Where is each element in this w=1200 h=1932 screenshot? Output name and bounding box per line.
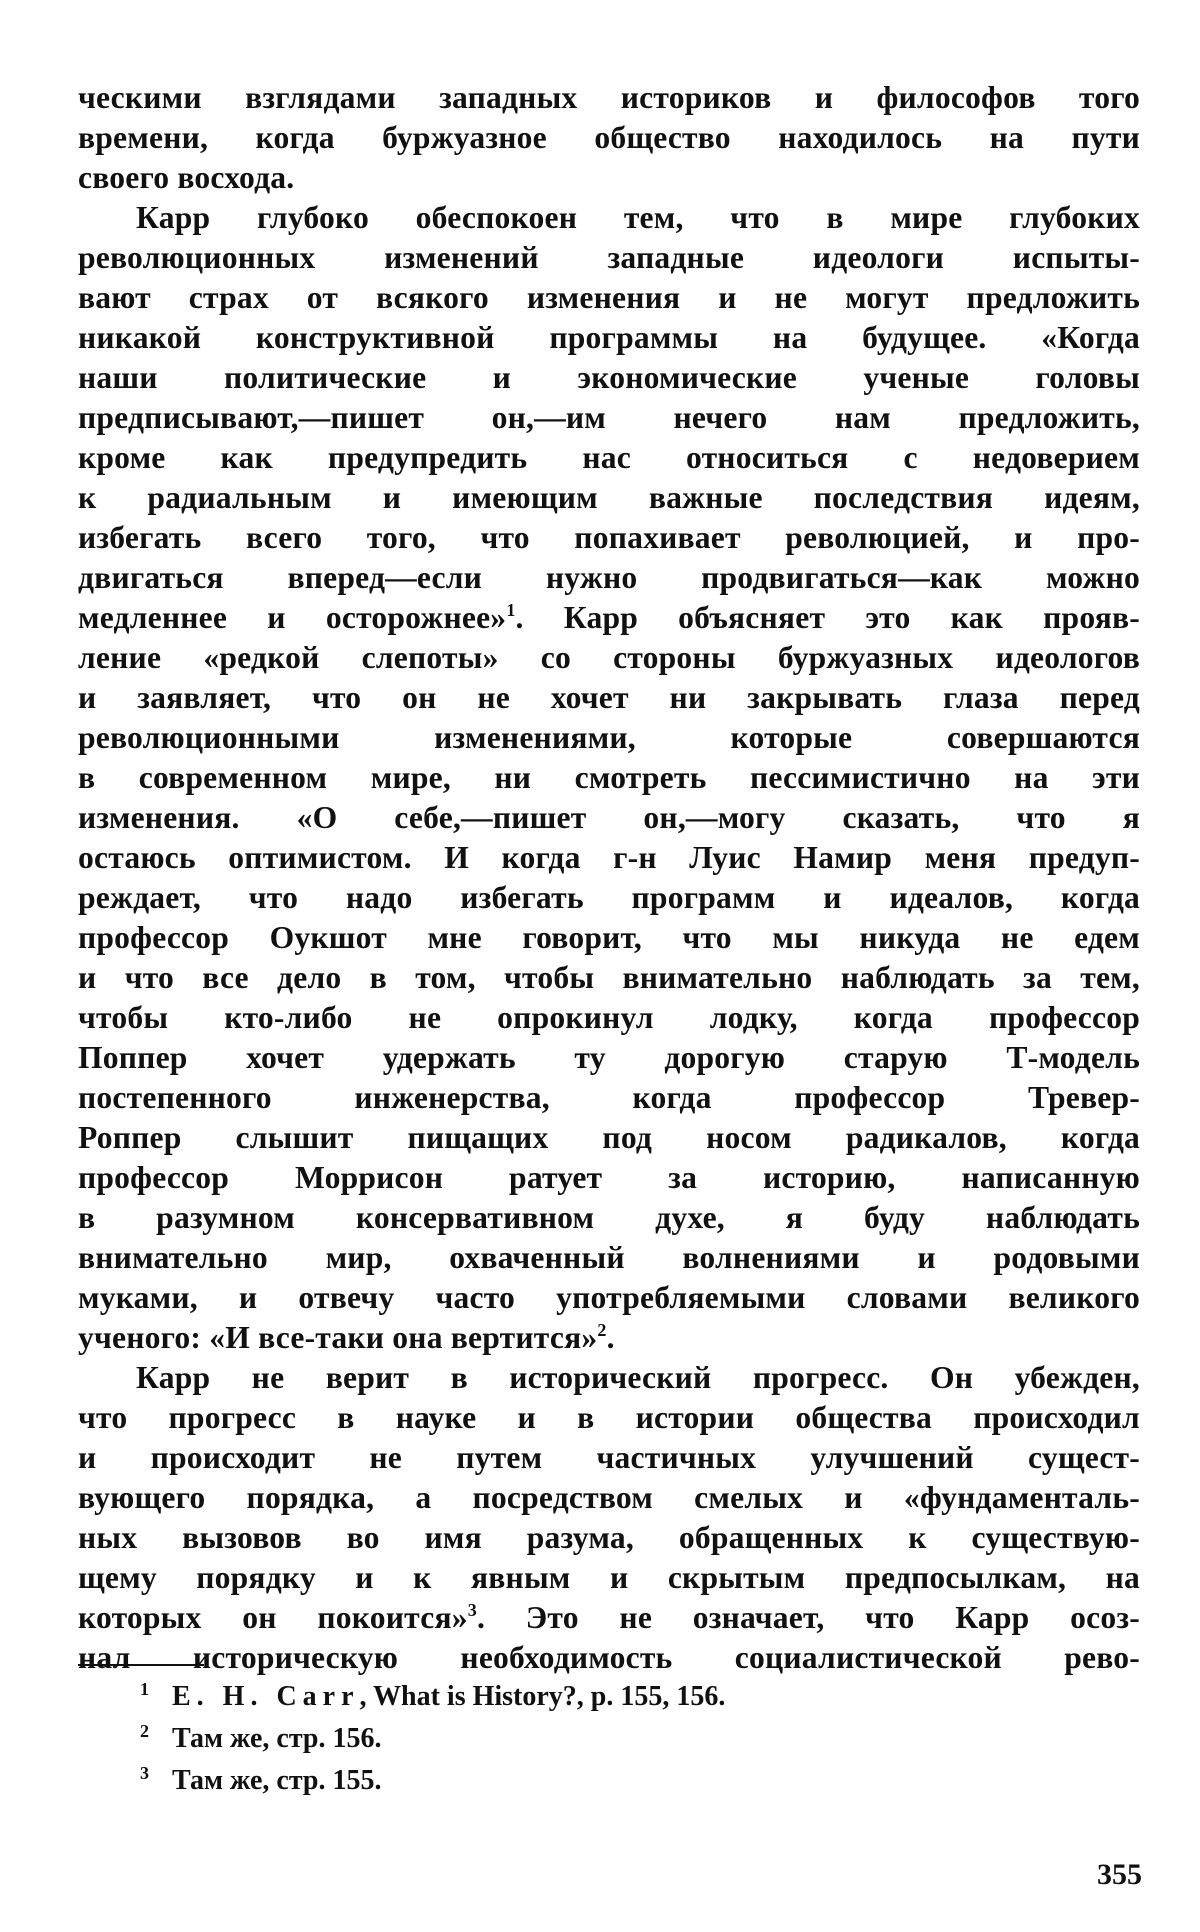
text-line: ческими взглядами западных историков и философов того — [78, 80, 1140, 115]
text-line: революционными изменениями, которые совершаются — [78, 720, 1140, 755]
text-line: времени, когда буржуазное общество находилось на пути — [78, 120, 1140, 155]
text-line: профессор Моррисон ратует за историю, написанную — [78, 1160, 1140, 1195]
text-line: профессор Оукшот мне говорит, что мы никуда не едем — [78, 920, 1140, 955]
text-line: предписывают,—пишет он,—им нечего нам предложить, — [78, 400, 1140, 435]
text-fragment: которых он покоится» — [78, 1600, 468, 1635]
text-line: к радиальным и имеющим важные последствия идеям, — [78, 480, 1140, 515]
text-fragment: . Карр объясняет это как прояв- — [515, 600, 1140, 635]
text-line: вующего порядка, а посредством смелых и «фундаменталь- — [78, 1480, 1140, 1515]
text-fragment: . — [606, 1320, 615, 1355]
text-line: муками, и отвечу часто употребляемыми словами великого — [78, 1280, 1140, 1315]
footnote-1 — [140, 1672, 725, 1714]
text-line: постепенного инженерства, когда профессор Тревер- — [78, 1080, 1140, 1115]
text-line — [78, 598, 1140, 638]
text-line: в современном мире, ни смотреть пессимистично на эти — [78, 760, 1140, 795]
text-line: щему порядку и к явным и скрытым предпосылкам, на — [78, 1560, 1140, 1595]
text-line: вают страх от всякого изменения и не могут предложить — [78, 280, 1140, 315]
text-line: наши политические и экономические ученые головы — [78, 360, 1140, 395]
footnote-mark: 2 — [140, 1721, 149, 1741]
footnote-ref-3: 3 — [467, 1600, 477, 1620]
text-line: ление «редкой слепоты» со стороны буржуазных идеологов — [78, 640, 1140, 675]
text-line: чтобы кто-либо не опрокинул лодку, когда профессор — [78, 1000, 1140, 1035]
paragraph-start: Карр не верит в исторический прогресс. Он убежден, — [136, 1360, 1140, 1395]
text-line: изменения. «О себе,—пишет он,—могу сказать, что я — [78, 800, 1140, 835]
footnote-ref-1: 1 — [506, 600, 516, 620]
page-body — [78, 78, 1140, 1678]
text-line: революционных изменений западные идеологи испыты- — [78, 240, 1140, 275]
text-fragment: заявляет, что он не хочет ни закрывать глаза перед — [137, 680, 1140, 715]
text-line: и происходит не путем частичных улучшений сущест- — [78, 1440, 1140, 1475]
footnotes — [140, 1672, 725, 1798]
main-text — [78, 78, 1140, 1678]
footnote-text: , What is History?, p. 155, 156. — [359, 1681, 726, 1712]
text-line: остаюсь оптимистом. И когда г-н Луис Намир меня предуп- — [78, 840, 1140, 875]
paragraph-start: Карр глубоко обеспокоен тем, что в мире глубоких — [136, 200, 1140, 235]
footnote-2 — [140, 1714, 725, 1756]
footnote-mark: 3 — [140, 1763, 149, 1783]
text-line: кроме как предупредить нас относиться с недоверием — [78, 440, 1140, 475]
text-line: Роппер слышит пищащих под носом радикалов, когда — [78, 1120, 1140, 1155]
footnote-text: Там же, стр. 156. — [172, 1723, 382, 1754]
text-fragment: ученого: «И все-таки она вертится» — [78, 1320, 598, 1355]
text-line: ных вызовов во имя разума, обращенных к существую- — [78, 1520, 1140, 1555]
text-fragment: и — [78, 680, 97, 715]
text-line: в разумном консервативном духе, я буду наблюдать — [78, 1200, 1140, 1235]
footnote-mark: 1 — [140, 1679, 149, 1699]
text-fragment: . Это не означает, что Карр осоз- — [476, 1600, 1140, 1635]
text-line: Поппер хочет удержать ту дорогую старую Т-модель — [78, 1040, 1140, 1075]
footnote-ref-2: 2 — [597, 1320, 607, 1340]
text-line: нал историческую необходимость социалистической рево- — [78, 1640, 1140, 1675]
text-line: что прогресс в науке и в истории общества происходил — [78, 1400, 1140, 1435]
text-line: своего восхода. — [78, 160, 295, 195]
text-line: никакой конструктивной программы на будущее. «Когда — [78, 320, 1140, 355]
footnote-divider — [78, 1664, 204, 1666]
text-fragment: медленнее и осторожнее» — [78, 600, 507, 635]
text-line: избегать всего того, что попахивает революцией, и про- — [78, 520, 1140, 555]
footnote-author: E. H. Carr — [172, 1681, 360, 1712]
text-line — [78, 1598, 1140, 1638]
text-line — [78, 1318, 1140, 1358]
text-line: двигаться вперед—если нужно продвигаться—как можно — [78, 560, 1140, 595]
footnote-text: Там же, стр. 155. — [172, 1765, 382, 1796]
page-number: 355 — [1097, 1858, 1142, 1891]
text-line: внимательно мир, охваченный волнениями и родовыми — [78, 1240, 1140, 1275]
footnote-3 — [140, 1756, 725, 1798]
text-line: и что все дело в том, чтобы внимательно наблюдать за тем, — [78, 960, 1140, 995]
text-line: реждает, что надо избегать программ и идеалов, когда — [78, 880, 1140, 915]
text-line — [78, 678, 1140, 718]
